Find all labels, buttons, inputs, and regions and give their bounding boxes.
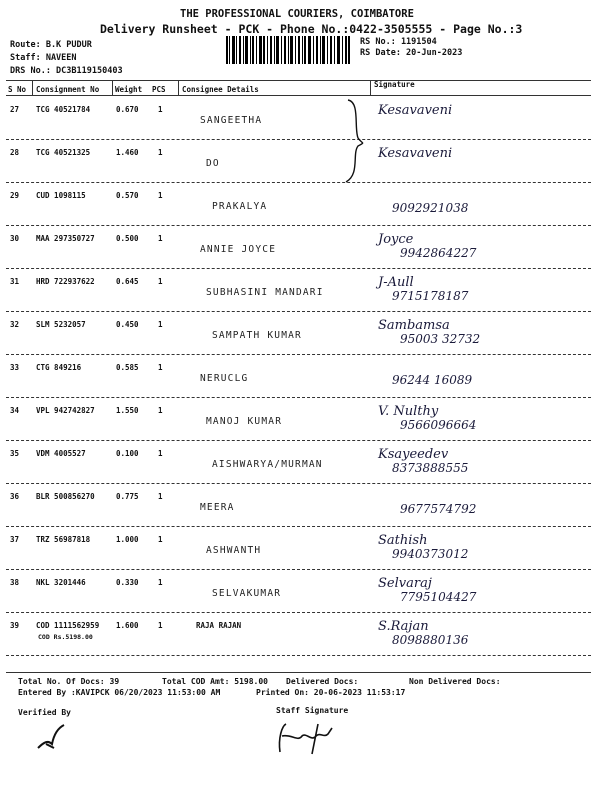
- row-sno: 29: [10, 191, 20, 200]
- row-sno: 28: [10, 148, 20, 157]
- row-consignee-name: DO: [206, 158, 220, 169]
- row-pcs: 1: [158, 621, 163, 630]
- row-signature: S.Rajan: [378, 619, 429, 634]
- verifier-signature-mark: [34, 722, 74, 752]
- drs-number: DRS No.: DC3B119150403: [10, 66, 123, 76]
- row-signature-phone: 9566096664: [400, 418, 477, 432]
- column-header-pcs: PCS: [152, 85, 166, 94]
- rs-date: RS Date: 20-Jun-2023: [360, 48, 463, 58]
- row-consignment-no: CTG 849216: [36, 363, 82, 372]
- row-consignment-no: BLR 500856270: [36, 492, 95, 501]
- row-signature: Kesavaveni: [378, 146, 453, 161]
- row-divider: [6, 225, 591, 226]
- row-consignee-name: SELVAKUMAR: [212, 588, 282, 599]
- row-consignment-no: VPL 942742827: [36, 406, 95, 415]
- row-pcs: 1: [158, 191, 163, 200]
- row-consignee-name: ASHWANTH: [206, 545, 262, 556]
- row-signature: Ksayeedev: [378, 447, 449, 462]
- staff-signature-mark: [272, 718, 342, 758]
- row-sno: 36: [10, 492, 20, 501]
- row-signature-phone: 9942864227: [400, 246, 477, 260]
- row-signature: Sathish: [378, 533, 428, 548]
- row-divider: [6, 569, 591, 570]
- row-sno: 30: [10, 234, 20, 243]
- row-weight: 1.460: [116, 148, 139, 157]
- column-divider: [370, 80, 371, 95]
- non-delivered-docs: Non Delivered Docs:: [409, 677, 501, 686]
- row-signature: J-Aull: [378, 275, 414, 290]
- row-weight: 0.500: [116, 234, 139, 243]
- row-divider: [6, 397, 591, 398]
- row-pcs: 1: [158, 105, 163, 114]
- row-divider: [6, 526, 591, 527]
- row-pcs: 1: [158, 277, 163, 286]
- column-divider: [32, 80, 33, 95]
- row-consignment-no: NKL 3201446: [36, 578, 86, 587]
- row-weight: 1.600: [116, 621, 139, 630]
- row-consignment-no: HRD 722937622: [36, 277, 95, 286]
- row-consignee-name: SAMPATH KUMAR: [212, 330, 302, 341]
- row-divider: [6, 311, 591, 312]
- row-divider: [6, 268, 591, 269]
- row-signature-phone: 8098880136: [392, 633, 469, 647]
- row-weight: 1.000: [116, 535, 139, 544]
- column-divider: [112, 80, 113, 95]
- row-weight: 0.570: [116, 191, 139, 200]
- row-sno: 39: [10, 621, 20, 630]
- row-pcs: 1: [158, 492, 163, 501]
- row-weight: 0.100: [116, 449, 139, 458]
- row-weight: 1.550: [116, 406, 139, 415]
- row-consignee-name: MANOJ KUMAR: [206, 416, 283, 427]
- row-consignment-no: TCG 40521784: [36, 105, 91, 114]
- row-divider: [6, 139, 591, 140]
- row-pcs: 1: [158, 449, 163, 458]
- row-consignment-no: SLM 5232057: [36, 320, 86, 329]
- staff-signature-label: Staff Signature: [276, 706, 349, 715]
- entered-by: Entered By :KAVIPCK 06/20/2023 11:53:00 AM: [18, 688, 221, 697]
- row-pcs: 1: [158, 363, 163, 372]
- row-weight: 0.585: [116, 363, 139, 372]
- row-signature-phone: 95003 32732: [400, 332, 481, 346]
- row-signature-phone: 9092921038: [392, 201, 469, 215]
- row-consignee-name: MEERA: [200, 502, 235, 513]
- row-consignee-name: NERUCLG: [200, 373, 249, 384]
- verified-by-label: Verified By: [18, 708, 71, 717]
- barcode: [226, 36, 350, 64]
- row-divider: [6, 483, 591, 484]
- row-pcs: 1: [158, 578, 163, 587]
- row-signature-phone: 9715178187: [392, 289, 469, 303]
- row-sno: 32: [10, 320, 20, 329]
- row-consignee-name: SANGEETHA: [200, 115, 263, 126]
- row-sno: 37: [10, 535, 20, 544]
- row-signature: Kesavaveni: [378, 103, 453, 118]
- row-pcs: 1: [158, 406, 163, 415]
- rs-number: RS No.: 1191504: [360, 37, 437, 47]
- row-divider: [6, 440, 591, 441]
- column-header-sno: S No: [8, 85, 27, 94]
- row-signature-phone: 9677574792: [400, 502, 477, 516]
- row-weight: 0.775: [116, 492, 139, 501]
- row-cod-note: COD Rs.5198.00: [38, 633, 93, 641]
- row-consignee-name: RAJA RAJAN: [196, 621, 242, 630]
- row-consignment-no: VDM 4005527: [36, 449, 86, 458]
- total-docs: Total No. Of Docs: 39: [18, 677, 120, 686]
- row-signature-phone: 7795104427: [400, 590, 477, 604]
- row-consignment-no: TCG 40521325: [36, 148, 91, 157]
- column-header-weight: Weight: [115, 85, 143, 94]
- row-sno: 38: [10, 578, 20, 587]
- row-pcs: 1: [158, 234, 163, 243]
- row-signature: Sambamsa: [378, 318, 450, 333]
- row-divider: [6, 655, 591, 656]
- staff: Staff: NAVEEN: [10, 53, 77, 63]
- row-consignment-no: MAA 297350727: [36, 234, 95, 243]
- column-header-consignment: Consignment No: [36, 85, 100, 94]
- row-signature-phone: 8373888555: [392, 461, 469, 475]
- row-sno: 31: [10, 277, 20, 286]
- row-consignment-no: TRZ 56987818: [36, 535, 91, 544]
- row-signature-phone: 9940373012: [392, 547, 469, 561]
- row-sno: 33: [10, 363, 20, 372]
- row-consignee-name: SUBHASINI MANDARI: [206, 287, 324, 298]
- route: Route: B.K PUDUR: [10, 40, 92, 50]
- row-pcs: 1: [158, 535, 163, 544]
- column-divider: [178, 80, 179, 95]
- column-header-signature: Signature: [374, 80, 415, 89]
- row-sno: 34: [10, 406, 20, 415]
- row-divider: [6, 354, 591, 355]
- row-pcs: 1: [158, 148, 163, 157]
- row-signature-phone: 96244 16089: [392, 373, 473, 387]
- company-name: THE PROFESSIONAL COURIERS, COIMBATORE: [180, 8, 414, 20]
- row-weight: 0.330: [116, 578, 139, 587]
- delivered-docs: Delivered Docs:: [286, 677, 359, 686]
- runsheet-title: Delivery Runsheet - PCK - Phone No.:0422-3505555 - Page No.:3: [100, 22, 523, 36]
- row-consignee-name: AISHWARYA/MURMAN: [212, 459, 323, 470]
- bracket-mark: [340, 98, 370, 184]
- row-sno: 27: [10, 105, 20, 114]
- table-header-border: [6, 95, 591, 96]
- total-cod: Total COD Amt: 5198.00: [162, 677, 268, 686]
- row-signature: V. Nulthy: [378, 404, 439, 419]
- row-consignee-name: PRAKALYA: [212, 201, 268, 212]
- row-consignment-no: COD 1111562959: [36, 621, 100, 630]
- row-consignee-name: ANNIE JOYCE: [200, 244, 277, 255]
- table-top-border: [6, 80, 591, 81]
- row-divider: [6, 182, 591, 183]
- row-consignment-no: CUD 1098115: [36, 191, 86, 200]
- row-weight: 0.670: [116, 105, 139, 114]
- row-signature: Joyce: [378, 232, 414, 247]
- printed-on: Printed On: 20-06-2023 11:53:17: [256, 688, 406, 697]
- row-divider: [6, 612, 591, 613]
- column-header-consignee: Consignee Details: [182, 85, 259, 94]
- row-weight: 0.450: [116, 320, 139, 329]
- row-pcs: 1: [158, 320, 163, 329]
- row-weight: 0.645: [116, 277, 139, 286]
- footer-divider: [6, 672, 591, 673]
- row-signature: Selvaraj: [378, 576, 432, 591]
- row-sno: 35: [10, 449, 20, 458]
